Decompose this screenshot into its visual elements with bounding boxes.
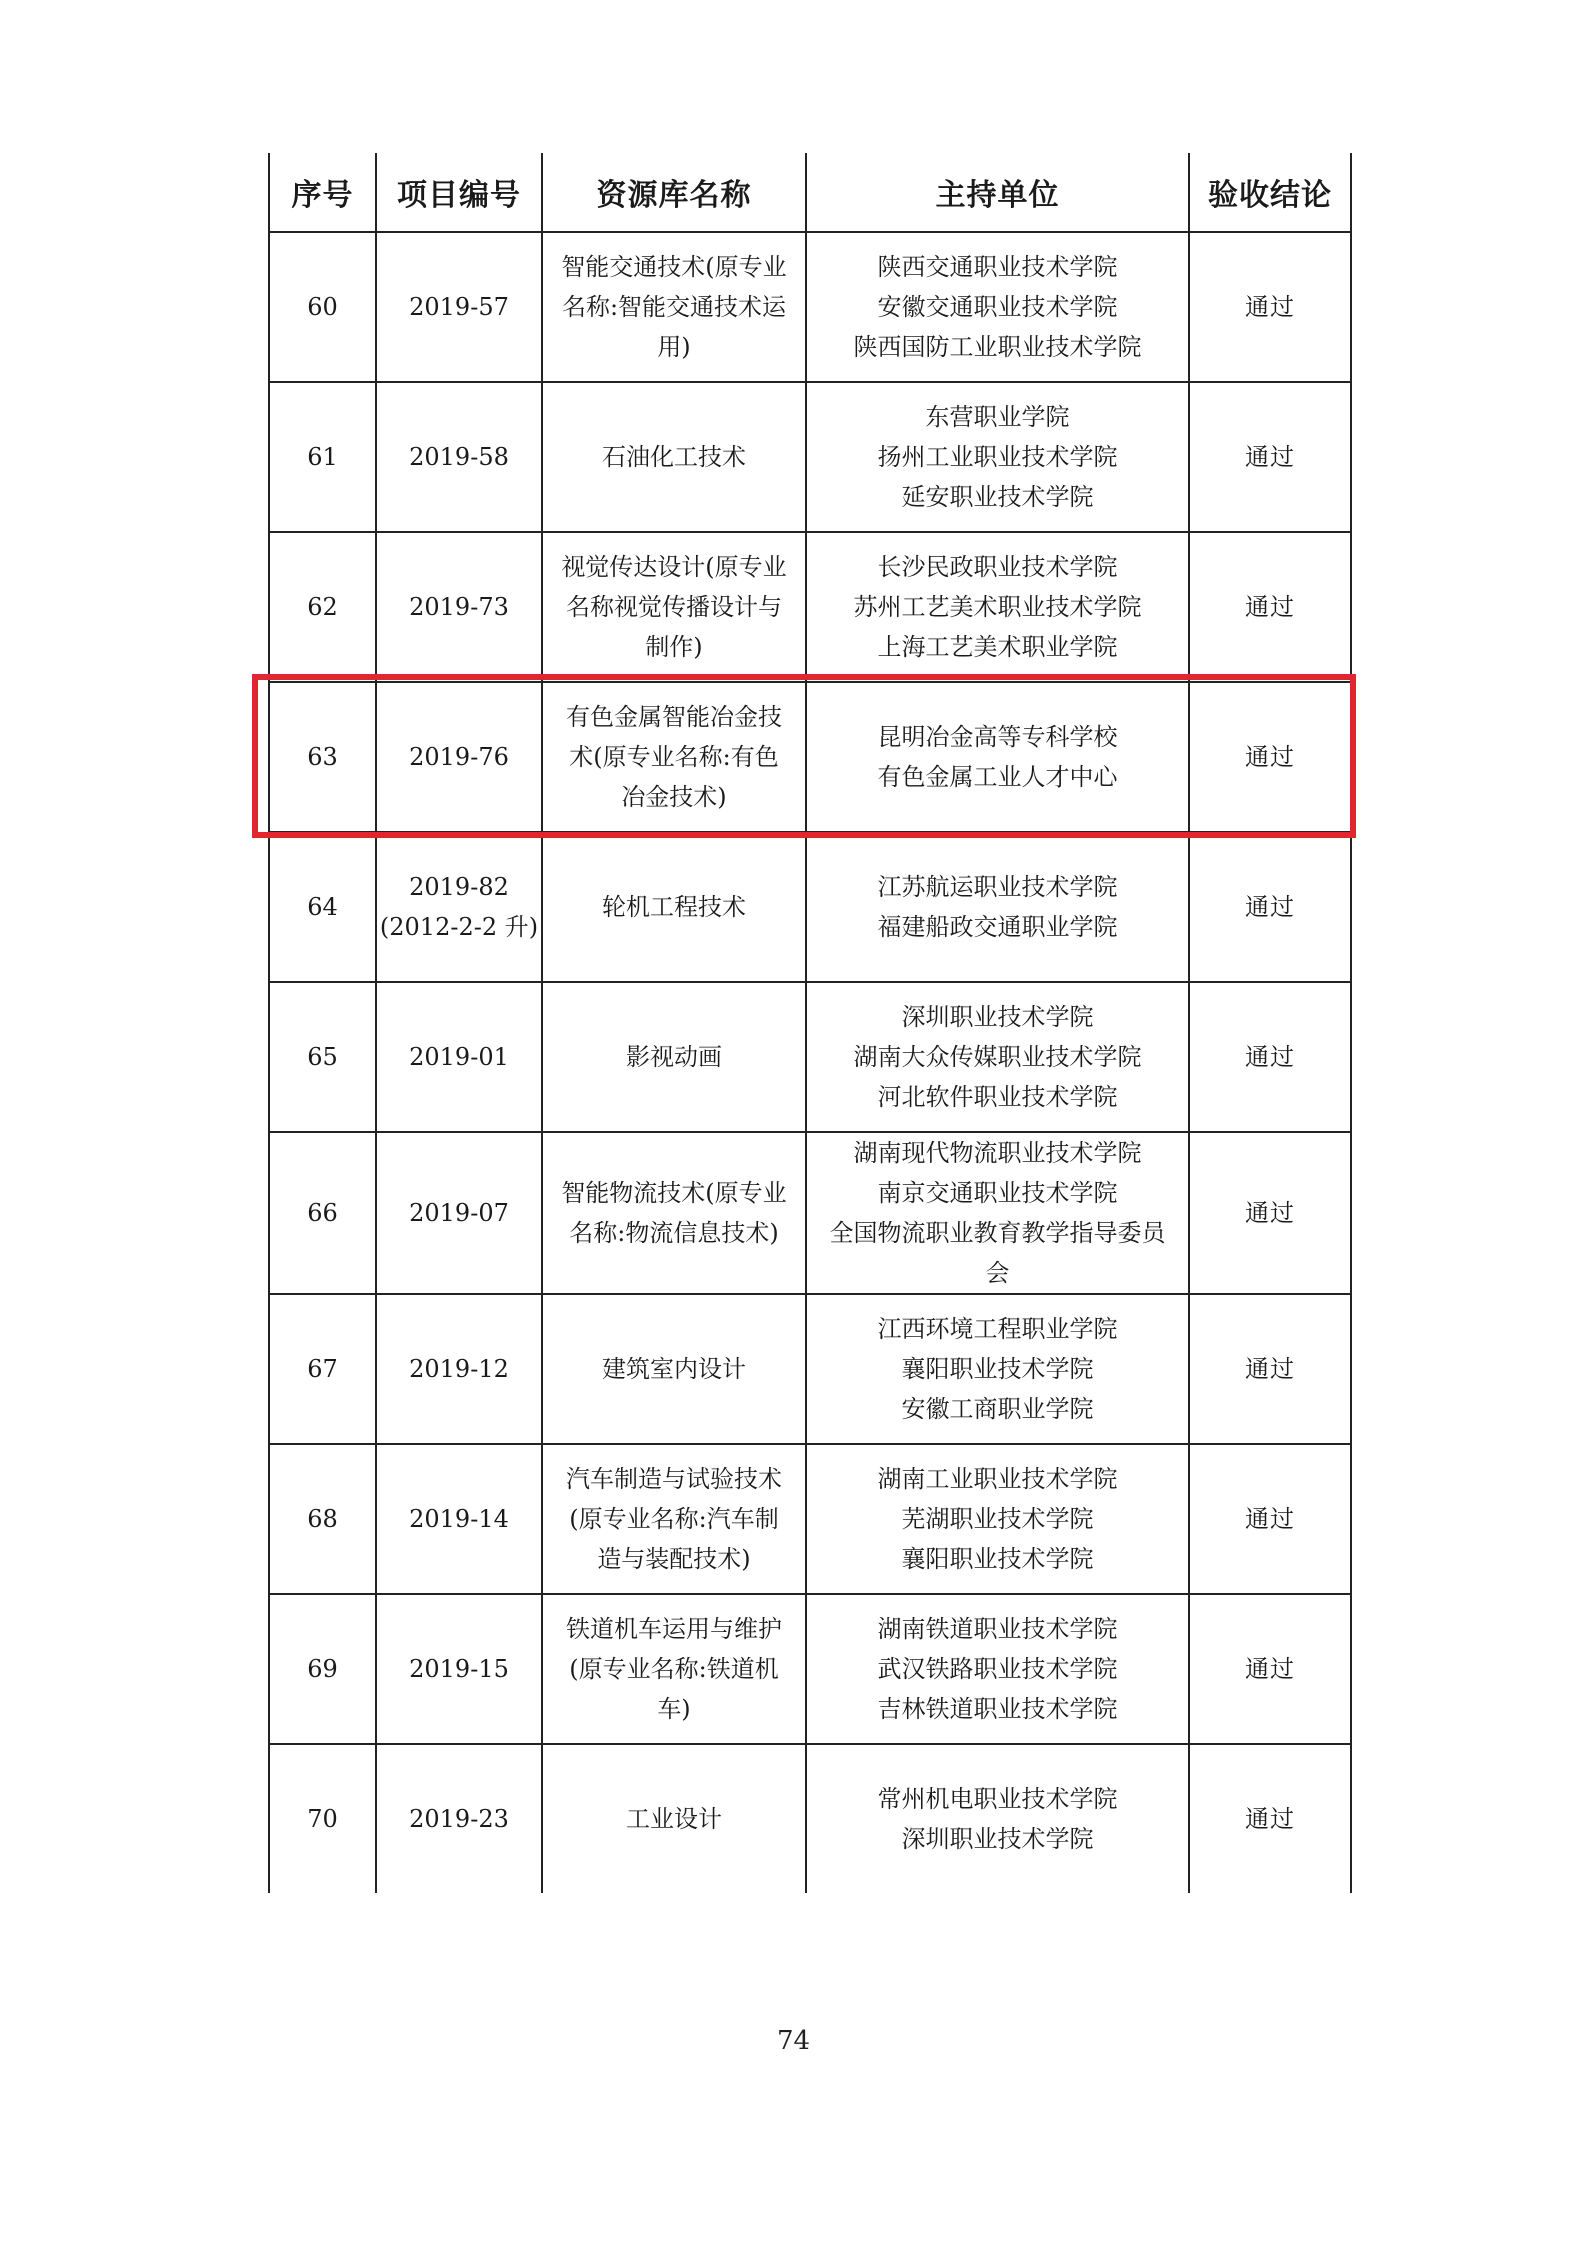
host-unit-line: 襄阳职业技术学院 bbox=[901, 1355, 1094, 1383]
serial-number-cell: 61 bbox=[269, 382, 376, 532]
project-code-cell bbox=[376, 682, 542, 832]
project-code-line: 2019-58 bbox=[409, 443, 509, 471]
table-row bbox=[269, 1744, 1351, 1893]
project-code-line: 2019-73 bbox=[409, 593, 509, 621]
serial-number-cell: 69 bbox=[269, 1594, 376, 1744]
serial-number-cell: 70 bbox=[269, 1744, 376, 1893]
host-unit-cell bbox=[806, 232, 1189, 382]
serial-number-cell: 66 bbox=[269, 1132, 376, 1294]
host-unit-cell bbox=[806, 982, 1189, 1132]
header-host-unit: 主持单位 bbox=[806, 153, 1189, 232]
resource-name-line: 名称:物流信息技术) bbox=[569, 1219, 779, 1247]
serial-number-cell: 60 bbox=[269, 232, 376, 382]
project-code-cell bbox=[376, 1744, 542, 1893]
resource-name-line: 汽车制造与试验技术 bbox=[566, 1465, 782, 1493]
project-code-line: (2012-2-2 升) bbox=[379, 913, 539, 941]
resource-name-cell bbox=[542, 682, 806, 832]
resource-name-line: 名称:智能交通技术运 bbox=[561, 293, 787, 321]
host-unit-line: 陕西国防工业职业技术学院 bbox=[853, 333, 1142, 361]
project-code-cell bbox=[376, 232, 542, 382]
resource-name-line: 车) bbox=[657, 1695, 691, 1723]
project-code-cell bbox=[376, 1132, 542, 1294]
serial-number-cell: 67 bbox=[269, 1294, 376, 1444]
resource-name-line: 轮机工程技术 bbox=[602, 893, 746, 921]
table-row bbox=[269, 1294, 1351, 1444]
host-unit-line: 昆明冶金高等专科学校 bbox=[877, 723, 1118, 751]
table-row bbox=[269, 1132, 1351, 1294]
project-code-cell bbox=[376, 982, 542, 1132]
project-code-cell bbox=[376, 382, 542, 532]
project-code-cell bbox=[376, 1444, 542, 1594]
table-body bbox=[269, 232, 1351, 1893]
table-row bbox=[269, 532, 1351, 682]
resource-name-cell bbox=[542, 382, 806, 532]
host-unit-line: 深圳职业技术学院 bbox=[901, 1825, 1094, 1853]
resource-name-cell bbox=[542, 832, 806, 982]
resource-name-line: 用) bbox=[657, 333, 691, 361]
project-code-line: 2019-15 bbox=[409, 1655, 509, 1683]
resource-name-cell bbox=[542, 1444, 806, 1594]
host-unit-cell bbox=[806, 1744, 1189, 1893]
host-unit-line: 河北软件职业技术学院 bbox=[877, 1083, 1118, 1111]
table-row bbox=[269, 232, 1351, 382]
resource-name-line: 工业设计 bbox=[626, 1805, 722, 1833]
acceptance-result-cell: 通过 bbox=[1189, 1594, 1351, 1744]
acceptance-result-cell: 通过 bbox=[1189, 1444, 1351, 1594]
table-row bbox=[269, 1594, 1351, 1744]
acceptance-result-cell: 通过 bbox=[1189, 832, 1351, 982]
resource-name-line: 视觉传达设计(原专业 bbox=[561, 553, 787, 581]
resource-name-line: 术(原专业名称:有色 bbox=[569, 743, 779, 771]
host-unit-line: 陕西交通职业技术学院 bbox=[877, 253, 1118, 281]
host-unit-line: 安徽工商职业学院 bbox=[901, 1395, 1094, 1423]
acceptance-result-cell: 通过 bbox=[1189, 232, 1351, 382]
resource-name-line: 智能物流技术(原专业 bbox=[561, 1179, 787, 1207]
resource-name-cell bbox=[542, 1294, 806, 1444]
acceptance-result-cell: 通过 bbox=[1189, 532, 1351, 682]
resource-name-line: 智能交通技术(原专业 bbox=[561, 253, 787, 281]
project-code-line: 2019-23 bbox=[409, 1805, 509, 1833]
host-unit-line: 湖南现代物流职业技术学院 bbox=[853, 1139, 1142, 1167]
host-unit-cell bbox=[806, 1132, 1189, 1294]
host-unit-line: 会 bbox=[985, 1259, 1010, 1287]
serial-number-cell: 68 bbox=[269, 1444, 376, 1594]
acceptance-result-cell: 通过 bbox=[1189, 682, 1351, 832]
host-unit-cell bbox=[806, 1594, 1189, 1744]
project-code-line: 2019-76 bbox=[409, 743, 509, 771]
host-unit-line: 上海工艺美术职业学院 bbox=[877, 633, 1118, 661]
project-code-line: 2019-14 bbox=[409, 1505, 509, 1533]
host-unit-cell bbox=[806, 1444, 1189, 1594]
resource-name-line: (原专业名称:铁道机 bbox=[569, 1655, 779, 1683]
resource-name-cell bbox=[542, 232, 806, 382]
serial-number-cell: 62 bbox=[269, 532, 376, 682]
host-unit-cell bbox=[806, 832, 1189, 982]
resource-name-cell bbox=[542, 1594, 806, 1744]
header-serial-number: 序号 bbox=[269, 153, 376, 232]
host-unit-line: 湖南工业职业技术学院 bbox=[877, 1465, 1118, 1493]
project-code-line: 2019-07 bbox=[409, 1199, 509, 1227]
acceptance-result-cell: 通过 bbox=[1189, 1744, 1351, 1893]
host-unit-line: 湖南铁道职业技术学院 bbox=[877, 1615, 1118, 1643]
host-unit-line: 常州机电职业技术学院 bbox=[877, 1785, 1118, 1813]
resource-name-cell bbox=[542, 982, 806, 1132]
resource-name-cell bbox=[542, 1132, 806, 1294]
resource-name-cell bbox=[542, 532, 806, 682]
project-code-line: 2019-01 bbox=[409, 1043, 509, 1071]
resource-name-line: 影视动画 bbox=[626, 1043, 722, 1071]
acceptance-result-cell: 通过 bbox=[1189, 382, 1351, 532]
project-code-cell bbox=[376, 1594, 542, 1744]
project-code-line: 2019-82 bbox=[409, 873, 509, 901]
host-unit-line: 深圳职业技术学院 bbox=[901, 1003, 1094, 1031]
host-unit-line: 长沙民政职业技术学院 bbox=[877, 553, 1118, 581]
acceptance-result-cell: 通过 bbox=[1189, 1294, 1351, 1444]
serial-number-cell: 64 bbox=[269, 832, 376, 982]
host-unit-line: 襄阳职业技术学院 bbox=[901, 1545, 1094, 1573]
serial-number-cell: 65 bbox=[269, 982, 376, 1132]
table-row bbox=[269, 1444, 1351, 1594]
host-unit-line: 苏州工艺美术职业技术学院 bbox=[853, 593, 1142, 621]
table-row bbox=[269, 832, 1351, 982]
acceptance-result-cell: 通过 bbox=[1189, 982, 1351, 1132]
host-unit-line: 江苏航运职业技术学院 bbox=[877, 873, 1118, 901]
host-unit-line: 有色金属工业人才中心 bbox=[877, 763, 1118, 791]
acceptance-result-cell: 通过 bbox=[1189, 1132, 1351, 1294]
host-unit-line: 武汉铁路职业技术学院 bbox=[877, 1655, 1118, 1683]
host-unit-line: 延安职业技术学院 bbox=[901, 483, 1094, 511]
project-code-line: 2019-57 bbox=[409, 293, 509, 321]
resource-name-line: 冶金技术) bbox=[621, 783, 727, 811]
resource-name-line: 造与装配技术) bbox=[597, 1545, 751, 1573]
resource-name-line: 建筑室内设计 bbox=[602, 1355, 746, 1383]
resource-name-line: 制作) bbox=[645, 633, 703, 661]
host-unit-cell bbox=[806, 532, 1189, 682]
resource-name-line: 名称视觉传播设计与 bbox=[566, 593, 782, 621]
resource-name-line: 铁道机车运用与维护 bbox=[566, 1615, 782, 1643]
host-unit-cell bbox=[806, 682, 1189, 832]
host-unit-cell bbox=[806, 1294, 1189, 1444]
host-unit-line: 全国物流职业教育教学指导委员 bbox=[829, 1219, 1166, 1247]
page-number: 74 bbox=[776, 2026, 811, 2056]
table-row bbox=[269, 682, 1351, 832]
project-code-line: 2019-12 bbox=[409, 1355, 509, 1383]
project-code-cell bbox=[376, 532, 542, 682]
table-header bbox=[269, 153, 1351, 232]
host-unit-line: 芜湖职业技术学院 bbox=[901, 1505, 1094, 1533]
host-unit-line: 湖南大众传媒职业技术学院 bbox=[853, 1043, 1142, 1071]
host-unit-line: 安徽交通职业技术学院 bbox=[877, 293, 1118, 321]
resource-name-line: 有色金属智能冶金技 bbox=[566, 703, 782, 731]
resource-name-line: 石油化工技术 bbox=[602, 443, 746, 471]
header-acceptance-result: 验收结论 bbox=[1189, 153, 1351, 232]
table-header-row bbox=[269, 153, 1351, 232]
project-code-cell bbox=[376, 1294, 542, 1444]
host-unit-line: 东营职业学院 bbox=[925, 403, 1070, 431]
host-unit-line: 福建船政交通职业学院 bbox=[877, 913, 1118, 941]
acceptance-results-table bbox=[268, 153, 1352, 1893]
host-unit-line: 扬州工业职业技术学院 bbox=[877, 443, 1118, 471]
header-resource-name: 资源库名称 bbox=[542, 153, 806, 232]
host-unit-line: 江西环境工程职业学院 bbox=[877, 1315, 1118, 1343]
project-code-cell bbox=[376, 832, 542, 982]
host-unit-line: 吉林铁道职业技术学院 bbox=[877, 1695, 1118, 1723]
resource-name-cell bbox=[542, 1744, 806, 1893]
host-unit-cell bbox=[806, 382, 1189, 532]
host-unit-line: 南京交通职业技术学院 bbox=[877, 1179, 1118, 1207]
table-row bbox=[269, 382, 1351, 532]
header-project-code: 项目编号 bbox=[376, 153, 542, 232]
resource-name-line: (原专业名称:汽车制 bbox=[569, 1505, 779, 1533]
serial-number-cell: 63 bbox=[269, 682, 376, 832]
table-row bbox=[269, 982, 1351, 1132]
